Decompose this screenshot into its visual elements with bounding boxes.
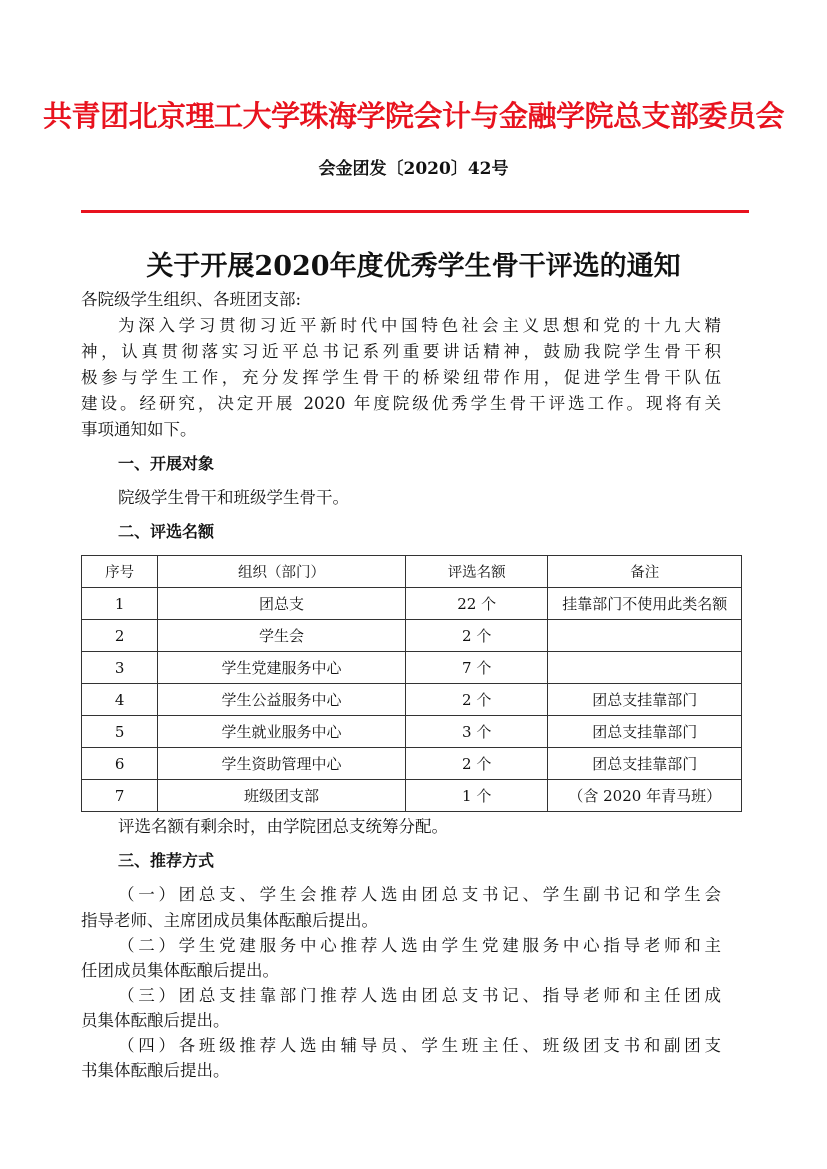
method-line: 书集体酝酿后提出。 bbox=[81, 1061, 230, 1080]
table-cell: 1 bbox=[82, 588, 158, 620]
red-divider bbox=[81, 210, 749, 213]
method-line: （四）各班级推荐人选由辅导员、学生班主任、班级团支书和副团支 bbox=[118, 1036, 721, 1055]
table-cell: 学生公益服务中心 bbox=[158, 684, 406, 716]
table-cell: 学生会 bbox=[158, 620, 406, 652]
method-line: 任团成员集体酝酿后提出。 bbox=[81, 961, 279, 980]
table-cell: 挂靠部门不使用此类名额 bbox=[548, 588, 742, 620]
table-header-row bbox=[82, 556, 742, 588]
method-line: （一）团总支、学生会推荐人选由团总支书记、学生副书记和学生会 bbox=[118, 885, 721, 904]
method-line: 员集体酝酿后提出。 bbox=[81, 1011, 230, 1030]
table-cell: 团总支 bbox=[158, 588, 406, 620]
column-header: 评选名额 bbox=[405, 556, 548, 588]
table-cell: 学生资助管理中心 bbox=[158, 748, 406, 780]
table-cell: （含 2020 年青马班） bbox=[548, 780, 742, 812]
table-cell: 班级团支部 bbox=[158, 780, 406, 812]
table-cell bbox=[548, 620, 742, 652]
table-cell: 4 bbox=[82, 684, 158, 716]
table-cell: 5 bbox=[82, 716, 158, 748]
intro-line: 事项通知如下。 bbox=[81, 420, 197, 439]
table-cell: 学生就业服务中心 bbox=[158, 716, 406, 748]
table-cell: 3 个 bbox=[405, 716, 548, 748]
quota-table bbox=[81, 555, 742, 812]
column-header: 组织（部门） bbox=[158, 556, 406, 588]
table-row bbox=[82, 716, 742, 748]
table-cell: 团总支挂靠部门 bbox=[548, 716, 742, 748]
section-heading-quota: 二、评选名额 bbox=[118, 522, 215, 541]
intro-line: 为深入学习贯彻习近平新时代中国特色社会主义思想和党的十九大精 bbox=[118, 316, 721, 335]
table-cell: 6 bbox=[82, 748, 158, 780]
quota-note: 评选名额有剩余时，由学院团总支统筹分配。 bbox=[118, 817, 448, 836]
table-cell: 1 个 bbox=[405, 780, 548, 812]
org-title: 共青团北京理工大学珠海学院会计与金融学院总支部委员会 bbox=[42, 99, 784, 133]
table-cell: 团总支挂靠部门 bbox=[548, 748, 742, 780]
column-header: 备注 bbox=[548, 556, 742, 588]
table-row bbox=[82, 684, 742, 716]
table-row bbox=[82, 780, 742, 812]
table-row bbox=[82, 588, 742, 620]
table-cell: 7 个 bbox=[405, 652, 548, 684]
table-cell: 团总支挂靠部门 bbox=[548, 684, 742, 716]
section-heading-method: 三、推荐方式 bbox=[118, 851, 215, 870]
intro-line: 建设。经研究，决定开展 2020 年度院级优秀学生骨干评选工作。现将有关 bbox=[81, 394, 721, 413]
intro-line: 神，认真贯彻落实习近平总书记系列重要讲话精神，鼓励我院学生骨干积 bbox=[81, 342, 721, 361]
table-cell bbox=[548, 652, 742, 684]
table-cell: 22 个 bbox=[405, 588, 548, 620]
table-cell: 2 个 bbox=[405, 684, 548, 716]
table-cell: 2 bbox=[82, 620, 158, 652]
section-heading-targets: 一、开展对象 bbox=[118, 454, 215, 473]
section-text-targets: 院级学生骨干和班级学生骨干。 bbox=[118, 488, 349, 507]
table-row bbox=[82, 620, 742, 652]
intro-line: 极参与学生工作，充分发挥学生骨干的桥梁纽带作用，促进学生骨干队伍 bbox=[81, 368, 721, 387]
method-line: （三）团总支挂靠部门推荐人选由团总支书记、指导老师和主任团成 bbox=[118, 986, 721, 1005]
table-row bbox=[82, 652, 742, 684]
table-cell: 学生党建服务中心 bbox=[158, 652, 406, 684]
notice-body bbox=[81, 287, 728, 1083]
method-line: 指导老师、主席团成员集体酝酿后提出。 bbox=[81, 911, 378, 930]
table-cell: 2 个 bbox=[405, 620, 548, 652]
method-line: （二）学生党建服务中心推荐人选由学生党建服务中心指导老师和主 bbox=[118, 936, 721, 955]
table-row bbox=[82, 748, 742, 780]
salutation: 各院级学生组织、各班团支部: bbox=[81, 290, 302, 309]
notice-title: 关于开展2020年度优秀学生骨干评选的通知 bbox=[146, 251, 681, 282]
document-number: 会金团发〔2020〕42号 bbox=[318, 159, 509, 179]
column-header: 序号 bbox=[82, 556, 158, 588]
table-cell: 3 bbox=[82, 652, 158, 684]
table-cell: 2 个 bbox=[405, 748, 548, 780]
table-cell: 7 bbox=[82, 780, 158, 812]
